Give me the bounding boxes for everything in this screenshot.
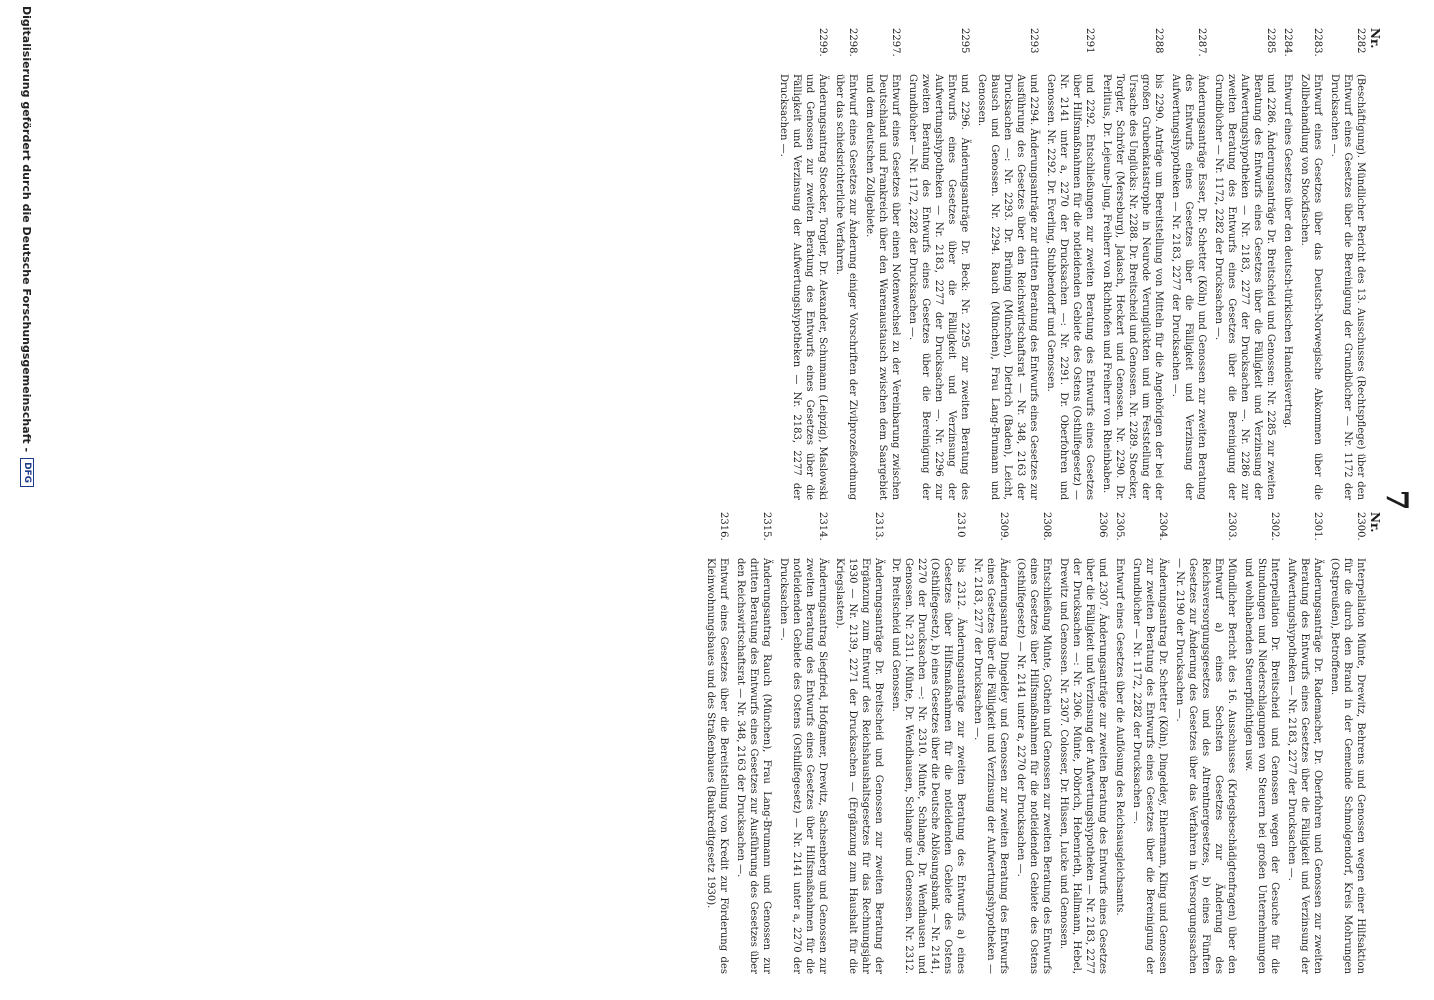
right-entry bbox=[1242, 512, 1281, 974]
entry-number: 2313. bbox=[873, 512, 884, 541]
entry-number: 2297. bbox=[890, 28, 901, 57]
right-entry bbox=[1057, 512, 1109, 974]
right-entry bbox=[1328, 512, 1367, 974]
entry-number: 2282 bbox=[1355, 28, 1366, 54]
footer bbox=[20, 6, 34, 996]
left-entry bbox=[975, 28, 1040, 500]
entry-text: Änderungsantrag Siegfried, Hofgamer, Drewitz, Sachsenberg und Genossen zur zweiten Beratung des Entwurfs eines Gesetzes über Hilfsmaßnahmen für die notleidenden Gebiete des Ostens (Osthilfegesetz) — Nr. 2141 unter a, 2270 der Drucksachen —. bbox=[778, 558, 828, 974]
entry-text: Änderungsantrag Dingeldey und Genossen zur zweiten Beratung des Entwurfs eines Gesetzes über die Fälligkeit und Verzinsung der Aufwertungshypotheken — Nr. 2183, 2277 der Drucksachen —. bbox=[972, 558, 1009, 974]
right-entry bbox=[1285, 512, 1324, 974]
right-entry bbox=[1113, 512, 1126, 974]
entry-number: 2301. bbox=[1312, 512, 1323, 541]
entry-text: Änderungsantrag Dr. Schetter (Köln), Dingeldey, Ehlermann, Kling und Genossen zur zweiten Beratung des Entwurfs eines Gesetzes über die Bereinigung der Grundbücher — Nr. 1172, 2282 der Drucksachen —. bbox=[1131, 558, 1168, 974]
entry-text: und 2307. Änderungsanträge zur zweiten Beratung des Entwurfs eines Gesetzes über die Fälligkeit und Verzinsung der Aufwertungshypotheken — Nr. 2183, 2277 der Drucksachen —: Nr. 2306. Münte, Döbrich, Hebenrieth, Hallmann, Hebel, Drewitz und Genossen. Nr. 2307. Colosser, Dr. Hüssen, Lucke und Genossen. bbox=[1058, 558, 1108, 974]
entry-number: 2315. bbox=[761, 512, 772, 541]
entry-text: bis 2312. Änderungsanträge zur zweiten Beratung des Entwurfs a) eines Gesetzes über Hilfsmaßnahmen für die notleidenden Gebiete des Ostens (Osthilfegesetz), b) eines Gesetzes über die Deutsche Ablösungsbank — Nr. 2141, 2270 der Drucksachen —: Nr. 2310. Münte, Schlange, Dr. Wendhausen und Genossen. Nr. 2311. Münte, Dr. Wendhausen, Schlange und Genossen. Nr. 2312. Dr. Breitscheid und Genossen. bbox=[890, 558, 966, 974]
left-entry bbox=[1169, 28, 1208, 500]
entry-number: 2304. bbox=[1157, 512, 1168, 541]
right-entry bbox=[889, 512, 967, 974]
entry-number: 2310 bbox=[955, 512, 966, 538]
right-entry bbox=[971, 512, 1010, 974]
entry-number: 2308. bbox=[1041, 512, 1052, 541]
left-entry bbox=[863, 28, 902, 500]
right-entry bbox=[704, 512, 730, 974]
entry-text: bis 2290. Anträge um Bereitstellung von Mitteln für die Angehörigen der bei der großen Grubenkatastrophe in Neurode Verunglückten und um Feststellung der Ursache des Unglücks: Nr. 2288. Dr. Breitscheid und Genossen. Nr. 2289. Stoecker, Torgler, Schröter (Merseburg), Jadasch, Heckert und Genossen. Nr. 2290. Dr. Perlitius, Dr. Lejeune-Jung, Freiherr von Richthofen und Freiherr von Rheinbaben. bbox=[1101, 74, 1164, 500]
right-entry bbox=[734, 512, 773, 974]
entry-number: 2299. bbox=[817, 28, 828, 57]
left-column-header: Nr. bbox=[1368, 28, 1382, 49]
entry-number: 2288 bbox=[1153, 28, 1164, 54]
left-entry bbox=[1044, 28, 1096, 500]
left-entry bbox=[1298, 28, 1324, 500]
entry-number: 2291 bbox=[1084, 28, 1095, 54]
entry-number: 2302. bbox=[1269, 512, 1280, 541]
right-entry bbox=[1130, 512, 1169, 974]
entry-number: 2298. bbox=[847, 28, 858, 57]
entry-text: Entwurf eines Gesetzes über das Deutsch-Norwegische Abkommen über die Zollbehandlung von Stockfischen. bbox=[1299, 74, 1323, 500]
entry-number: 2316. bbox=[718, 512, 729, 541]
entry-text: Entwurf eines Gesetzes über die Bereitstellung von Kredit zur Förderung des Kleinwohnungsbaues und des Straßenbaues (Baukreditgesetz 1930). bbox=[705, 558, 729, 974]
entry-text: und 2286. Änderungsanträge Dr. Breitscheid und Genossen: Nr. 2285 zur zweiten Beratung des Entwurfs eines Gesetzes über die Fälligkeit und Verzinsung der Aufwertungshypotheken — Nr. 2183, 2277 der Drucksachen —. Nr. 2286 zur zweiten Beratung des Entwurfs eines Gesetzes über die Bereinigung der Grundbücher — Nr. 1172, 2282 der Drucksachen —. bbox=[1213, 74, 1276, 500]
entry-text: Entwurf eines Gesetzes über einen Notenwechsel zu der Vereinbarung zwischen Deutschland und Frankreich über den Warenaustausch zwischen dem Saargebiet und dem deutschen Zollgebiete. bbox=[864, 74, 901, 500]
entry-text: (Beschäftigung). Mündlicher Bericht des 13. Ausschusses (Rechtspflege) über den Entwurf eines Gesetzes über die Bereinigung der Grundbücher — Nr. 1172 der Drucksachen —. bbox=[1329, 74, 1366, 500]
entry-number: 2283. bbox=[1312, 28, 1323, 57]
page-number: 7 bbox=[1379, 489, 1414, 511]
right-entry bbox=[1014, 512, 1053, 974]
entry-number: 2300. bbox=[1355, 512, 1366, 541]
entry-number: 2293 bbox=[1028, 28, 1039, 54]
entry-number: 2306 bbox=[1097, 512, 1108, 538]
entry-text: Interpellation Dr. Breitscheid und Genossen wegen der Gesuche für die Stundungen und Niederschlagungen von Steuern bei großen Unternehmungen und wohlhabenden Steuerpflichtigen usw. bbox=[1243, 558, 1280, 974]
entry-number: 2303. bbox=[1226, 512, 1237, 541]
right-column-header: Nr. bbox=[1368, 512, 1382, 533]
entry-number: 2305. bbox=[1114, 512, 1125, 541]
entry-text: Änderungsanträge Dr. Rademacher, Dr. Oberfohren und Genossen zur zweiten Beratung des Entwurfs eines Gesetzes über die Fälligkeit und Verzinsung der Aufwertungshypotheken — Nr. 2183, 2277 der Drucksachen —. bbox=[1286, 558, 1323, 974]
entry-text: und 2296. Änderungsanträge Dr. Beck: Nr. 2295 zur zweiten Beratung des Entwurfs eines Gesetzes über die Fälligkeit und Verzinsung der Aufwertungshypotheken — Nr. 2183, 2277 der Drucksachen —. Nr. 2296 zur zweiten Beratung des Entwurfs eines Gesetzes über die Bereinigung der Grundbücher — Nr. 1172, 2282 der Drucksachen —. bbox=[907, 74, 970, 500]
entry-number: 2309. bbox=[998, 512, 1009, 541]
left-entry bbox=[906, 28, 971, 500]
left-entry bbox=[1328, 28, 1367, 500]
entry-number: 2295 bbox=[959, 28, 970, 54]
entry-text: Mündlicher Bericht des 16. Ausschusses (Kriegsbeschädigtenfragen) über den Entwurf a) eines Sechsten Gesetzes zur Änderung des Reichsversorgungsgesetzes und des Altrentnergesetzes, b) eines Fünften Gesetzes zur Änderung des Gesetzes über das Verfahren in Versorgungssachen — Nr. 2190 der Drucksachen —. bbox=[1174, 558, 1237, 974]
right-entry bbox=[833, 512, 885, 974]
entry-text: Änderungsanträge Dr. Breitscheid und Genossen zur zweiten Beratung der Ergänzung zum Entwurf des Reichshaushaltsgesetzes für das Rechnungsjahr 1930 — Nr. 2139, 2271 der Drucksachen — (Ergänzung zum Haushalt für die Kriegslasten). bbox=[834, 558, 884, 974]
entry-text: Entwurf eines Gesetzes über den deutsch-türkischen Handelsvertrag. bbox=[1282, 74, 1293, 429]
left-entry bbox=[1100, 28, 1165, 500]
right-entry bbox=[777, 512, 829, 974]
entry-text: Änderungsanträge Esser, Dr. Schetter (Köln) und Genossen zur zweiten Beratung des Entwurfs eines Gesetzes über die Fälligkeit und Verzinsung der Aufwertungshypotheken — Nr. 2183, 2277 der Drucksachen —. bbox=[1170, 74, 1207, 500]
entry-number: 2287. bbox=[1196, 28, 1207, 57]
left-column bbox=[27, 28, 1382, 500]
entry-text: und 2292. Entschließungen zur zweiten Beratung des Entwurfs eines Gesetzes über Hilfsmaßnahmen für die notleidenden Gebiete des Ostens (Osthilfegesetz) — Nr. 2141 unter a, 2270 der Drucksachen —: Nr. 2291. Dr. Oberfohren und Genossen. Nr. 2292. Dr. Everling, Stubbendorff und Genossen. bbox=[1045, 74, 1095, 500]
right-entry bbox=[1173, 512, 1238, 974]
left-entry bbox=[1281, 28, 1294, 500]
entry-number: 2285 bbox=[1265, 28, 1276, 54]
footer-text: Digitalisierung gefördert durch die Deutsche Forschungsgemeinschaft - bbox=[20, 6, 34, 453]
entry-text: und 2294. Änderungsanträge zur dritten Beratung des Entwurfs eines Gesetzes zur Ausführung des Gesetzes über den Reichswirtschaftsrat — Nr. 348, 2163 der Drucksachen —: Nr. 2293. Dr. Brüning (München), Dietrich (Baden), Leicht, Bausch und Genossen. Nr. 2294. Rauch (München), Frau Lang-Brumann und Genossen. bbox=[976, 74, 1039, 500]
entry-text: Änderungsantrag Rauch (München), Frau Lang-Brumann und Genossen zur dritten Beratung des Entwurfs eines Gesetzes zur Ausführung des Gesetzes über den Reichswirtschaftsrat — Nr. 348, 2163 der Drucksachen —. bbox=[735, 558, 772, 974]
right-column bbox=[27, 512, 1382, 974]
entry-number: 2284. bbox=[1282, 28, 1293, 57]
entry-number: 2314. bbox=[817, 512, 828, 541]
left-entry bbox=[777, 28, 829, 500]
entry-text: Änderungsantrag Stoecker, Torgler, Dr. Alexander, Schumann (Leipzig), Maslowski und Genossen zur zweiten Beratung des Entwurfs eines Gesetzes über die Fälligkeit und Verzinsung der Aufwertungshypotheken — Nr. 2183, 2277 der Drucksachen —. bbox=[778, 74, 828, 500]
left-entry bbox=[1212, 28, 1277, 500]
entry-text: Interpellation Münte, Drewitz, Behrens und Genossen wegen einer Hilfsaktion für die durch den Brand in der Gemeinde Schmolgendorf, Kreis Mohrungen (Ostpreußen), Betroffenen. bbox=[1329, 558, 1366, 974]
entry-text: Entschließung Münte, Gothein und Genossen zur zweiten Beratung des Entwurfs eines Gesetzes über Hilfsmaßnahmen für die notleidenden Gebiete des Ostens (Osthilfegesetz) — Nr. 2141 unter a, 2270 der Drucksachen —. bbox=[1015, 558, 1052, 974]
dfg-logo: DFG bbox=[20, 458, 34, 487]
left-entry bbox=[833, 28, 859, 500]
entry-text: Entwurf eines Gesetzes über die Auflösung des Reichsausgleichsamts. bbox=[1114, 558, 1125, 916]
entry-text: Entwurf eines Gesetzes zur Änderung einiger Vorschriften der Zivilprozeßordnung über das schiedsrichterliche Verfahren. bbox=[834, 74, 858, 500]
